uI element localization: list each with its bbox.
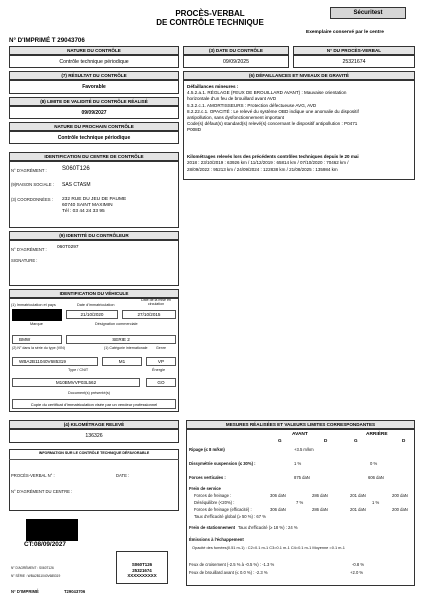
- counterfoil-title: INFORMATION SUR LE CONTRÔLE TECHNIQUE DÉFAVORABLE: [38, 451, 150, 455]
- title-line-2: DE CONTRÔLE TECHNIQUE: [156, 18, 264, 27]
- centre-company-label: (9)RAISON SOCIALE :: [11, 182, 54, 187]
- emissions-title: Émissions à l'échappement: [189, 537, 244, 542]
- result-header: [9, 71, 179, 80]
- cross-right: -0.8 %: [352, 562, 365, 567]
- cross-label: Feux de croisement (-2.5 % à -0.5 %) : -1.3 %: [189, 562, 275, 567]
- nature-box: [9, 55, 179, 68]
- km-history-title: Kilométrages relevés lors des précédents contrôles techniques depuis le 20 mai: [187, 154, 359, 159]
- parking-value: Taux d'efficacité (≥ 18 %) : 24 %: [238, 525, 298, 530]
- defect-line: 8.2.22.c.1. OPACITÉ : Le relevé du système OBD indique une anomalie du dispositif: [187, 108, 359, 114]
- defect-line: horizontale d'un feu de brouillard avant AVD: [187, 96, 277, 102]
- front-d: D: [324, 438, 328, 443]
- type-value: M10BMVVP03L562: [12, 378, 140, 387]
- centre-address: [62, 197, 126, 215]
- next-value: Contrôle technique périodique: [57, 135, 131, 141]
- first-reg-label: Date d'immatriculation: [77, 303, 115, 307]
- pv-box: [293, 55, 415, 68]
- date-header: [183, 46, 289, 55]
- fog-right: +2.0 %: [350, 570, 364, 575]
- centre-label: IDENTIFICATION DU CENTRE DE CONTRÔLE: [44, 154, 144, 159]
- defects-header: [183, 71, 415, 80]
- nature-header: [9, 46, 179, 55]
- validity-label: (8) LIMITE DE VALIDITÉ DU CONTRÔLE RÉALISÉ: [40, 99, 148, 104]
- brake-force-rd: 200 daN: [392, 493, 408, 498]
- vin-value: WBA2B11040V685319: [12, 357, 98, 366]
- controller-agreement-value: 060T0297: [57, 245, 79, 250]
- centre-address-line: Tél : 03 44 24 33 95: [62, 209, 105, 214]
- copy-note: Exemplaire conservé par le centre: [306, 30, 384, 35]
- vehicle-header: [9, 289, 179, 298]
- counterfoil-date-label: DATE :: [116, 473, 130, 478]
- counterfoil-divider: [9, 459, 179, 460]
- sticker-serie: N° SÉRIE : WBA2B11040V685319: [11, 574, 61, 578]
- eff-rg: 201 daN: [350, 507, 366, 512]
- front-header: AVANT: [292, 432, 308, 437]
- type-label: Type / CNIT: [68, 368, 89, 372]
- km-header: [9, 420, 179, 429]
- date-label: (3) DATE DU CONTRÔLE: [208, 48, 264, 53]
- ripage-label: Ripage (≤ 8 m/km): [189, 447, 225, 452]
- vehicle-label: IDENTIFICATION DU VÉHICULE: [59, 291, 129, 296]
- desequ-rear: 1 %: [372, 500, 380, 505]
- ct-sticker-date: CT:08/09/2027: [24, 541, 66, 548]
- date-box: [183, 55, 289, 68]
- energy-value: GO: [146, 378, 176, 387]
- result-value: Favorable: [82, 84, 106, 90]
- signature-label: SIGNATURE :: [11, 258, 38, 263]
- defect-line: Code(s) défaut(s) standard(s) relevé(s) concernant le dispositif antipollution : P0471: [187, 121, 358, 127]
- defect-line: 4.5.2.a.1. RÉGLAGE (FEUX DE BROUILLARD AVANT) : Mauvaise orientation: [187, 90, 347, 96]
- dissym-label: Dissymétrie suspension (≤ 30%) :: [189, 461, 256, 466]
- counterfoil-pv-label: PROCÈS-VERBAL N° :: [11, 473, 55, 478]
- stamp-line: 25321674: [132, 567, 152, 573]
- front-g: G: [278, 438, 282, 443]
- km-box: [9, 429, 179, 443]
- vin-label: (2) N° dans la série du type (VIN): [12, 346, 65, 350]
- km-value: 136326: [85, 433, 103, 439]
- circulation-value: 27/10/2015: [122, 310, 176, 319]
- rear-d: D: [402, 438, 406, 443]
- centre-header: [9, 152, 179, 161]
- ct-sticker-redacted: [26, 519, 78, 541]
- sticker-print-label: N° D'IMPRIMÉ: [11, 589, 39, 594]
- centre-stamp-text: [116, 562, 168, 579]
- km-label: (4) KILOMÉTRAGE RELEVÉ: [63, 422, 125, 427]
- pv-header: [293, 46, 415, 55]
- centre-company-value: SAS CTASM: [62, 182, 91, 188]
- nature-value: Contrôle technique périodique: [59, 59, 129, 65]
- validity-header: [9, 97, 179, 106]
- pv-label: N° DU PROCÈS-VERBAL: [326, 48, 382, 53]
- forces-rear: 606 daN: [368, 475, 384, 480]
- defects-content: [187, 84, 412, 134]
- global-eff: Taux d'efficacité global (≥ 50 %) : 67 %: [194, 514, 266, 519]
- centre-address-label: (3) COORDONNÉES :: [11, 197, 53, 202]
- brake-force-label: Forces de freinage :: [194, 493, 232, 498]
- date-value: 09/09/2025: [223, 59, 249, 65]
- defect-line: 5.3.2.c.1. AMORTISSEURS : Protection défectueuse AVG, AVD: [187, 102, 317, 108]
- forces-label: Forces verticales :: [189, 475, 226, 480]
- measures-header: [186, 420, 415, 429]
- category-label: (1) Catégorie internationale: [104, 346, 148, 350]
- genre-value: VP: [146, 357, 176, 366]
- result-label: (7) RÉSULTAT DU CONTRÔLE: [61, 73, 127, 78]
- brand-box: [330, 7, 406, 19]
- validity-value: 09/09/2027: [81, 110, 107, 116]
- validity-box: [9, 106, 179, 119]
- km-history-line: 2018 : 23/10/2019 : 63926 km / 11/12/2019 : 65814 km / 07/10/2020 : 70462 km /: [187, 160, 349, 166]
- parking-label: Frein de stationnement: [189, 525, 236, 530]
- rear-g: G: [354, 438, 358, 443]
- centre-agreement-label: N° D'AGRÉMENT :: [11, 168, 47, 173]
- centre-address-line: 232 RUE DU JEU DE PAUME: [62, 197, 127, 202]
- dissym-front: 1 %: [294, 461, 302, 466]
- service-title: Frein de service: [189, 486, 221, 491]
- forces-front: 875 daN: [294, 475, 310, 480]
- defects-minor-title: Défaillances mineures :: [187, 84, 239, 89]
- docs-label: Document(s) présenté(s): [68, 391, 110, 395]
- result-box: [9, 80, 179, 94]
- measures-label: MESURES RÉALISÉES ET VALEURS LIMITES CORRESPONDANTES: [225, 422, 376, 427]
- sticker-print-number: T29043706: [64, 589, 86, 594]
- next-box: [9, 131, 179, 144]
- counterfoil-agreement-label: N° D'AGRÉMENT DU CENTRE :: [11, 489, 73, 494]
- model-label: Désignation commerciale: [95, 322, 138, 326]
- docs-value: Copie du certificat d'immatriculation visée par un vendeur professionnel: [12, 399, 176, 409]
- model-value: SERIE 2: [66, 335, 176, 344]
- reg-label: (1) Immatriculation et pays: [11, 303, 56, 307]
- make-value: BMW: [12, 335, 62, 344]
- next-header: [9, 122, 179, 131]
- rear-header: ARRIÈRE: [366, 432, 388, 437]
- controller-agreement-label: N° D'AGRÉMENT :: [11, 247, 47, 252]
- defect-line: antipollution, sans dysfonctionnement important: [187, 115, 285, 121]
- ripage-value: +3.5 m/km: [294, 447, 314, 452]
- brand-name: Sécuritest: [353, 10, 383, 16]
- km-history: [187, 154, 412, 173]
- genre-label: Genre: [156, 346, 166, 350]
- eff-label: Forces de freinage (efficacité) :: [194, 507, 252, 512]
- centre-address-line: 60740 SAINT MAXIMIN: [62, 203, 113, 208]
- fog-label: Feux de brouillard avant (≤ 0.0 %) : -2.3 %: [189, 570, 268, 575]
- next-label: NATURE DU PROCHAIN CONTRÔLE: [54, 124, 134, 129]
- nature-label: NATURE DU CONTRÔLE: [67, 48, 121, 53]
- defect-line: P008D: [187, 127, 202, 133]
- km-history-line: 28/09/2022 : 95213 km / 24/09/2024 : 122838 km / 21/08/2025 : 135984 km: [187, 166, 338, 172]
- eff-fg: 306 daN: [270, 507, 286, 512]
- stamp-line: S060T126: [131, 562, 153, 567]
- eff-fd: 286 daN: [312, 507, 328, 512]
- sticker-agreement: N° D'AGRÉMENT : S060T126: [11, 566, 54, 570]
- brake-force-fd: 286 daN: [312, 493, 328, 498]
- brake-force-rg: 201 daN: [350, 493, 366, 498]
- energy-label: Énergie: [152, 368, 166, 372]
- document-title: [150, 9, 270, 27]
- defects-label: (6) DÉFAILLANCES ET NIVEAUX DE GRAVITÉ: [249, 73, 349, 78]
- dissym-rear: 0 %: [370, 461, 378, 466]
- circulation-label: Date de la mise en circulation: [141, 298, 171, 306]
- opacity-line: Opacité des fumées(0.51 m-1) : C2=0.1 m-1 C3=0.1 m-1 C4=0.1 m-1 Moyenne =0.1 m-1: [192, 545, 345, 550]
- controller-label: (9) IDENTITÉ DU CONTRÔLEUR: [59, 233, 129, 238]
- centre-agreement-value: S060T126: [62, 166, 90, 172]
- pv-value: 25321674: [342, 59, 366, 65]
- brake-force-fg: 306 daN: [270, 493, 286, 498]
- category-value: M1: [102, 357, 142, 366]
- make-label: Marque: [30, 322, 43, 326]
- registration-redacted: [12, 309, 62, 321]
- controller-header: [9, 231, 179, 240]
- desequ-front: 7 %: [296, 500, 304, 505]
- eff-rd: 200 daN: [392, 507, 408, 512]
- desequ-label: Déséquilibre (<20%) :: [194, 500, 235, 505]
- title-line-1: PROCÈS-VERBAL: [175, 9, 245, 18]
- first-reg-value: 21/10/2020: [66, 310, 118, 319]
- stamp-line: XXXXXXXXXX: [127, 573, 157, 579]
- print-number: N° D'IMPRIMÉ T 29043706: [9, 37, 85, 44]
